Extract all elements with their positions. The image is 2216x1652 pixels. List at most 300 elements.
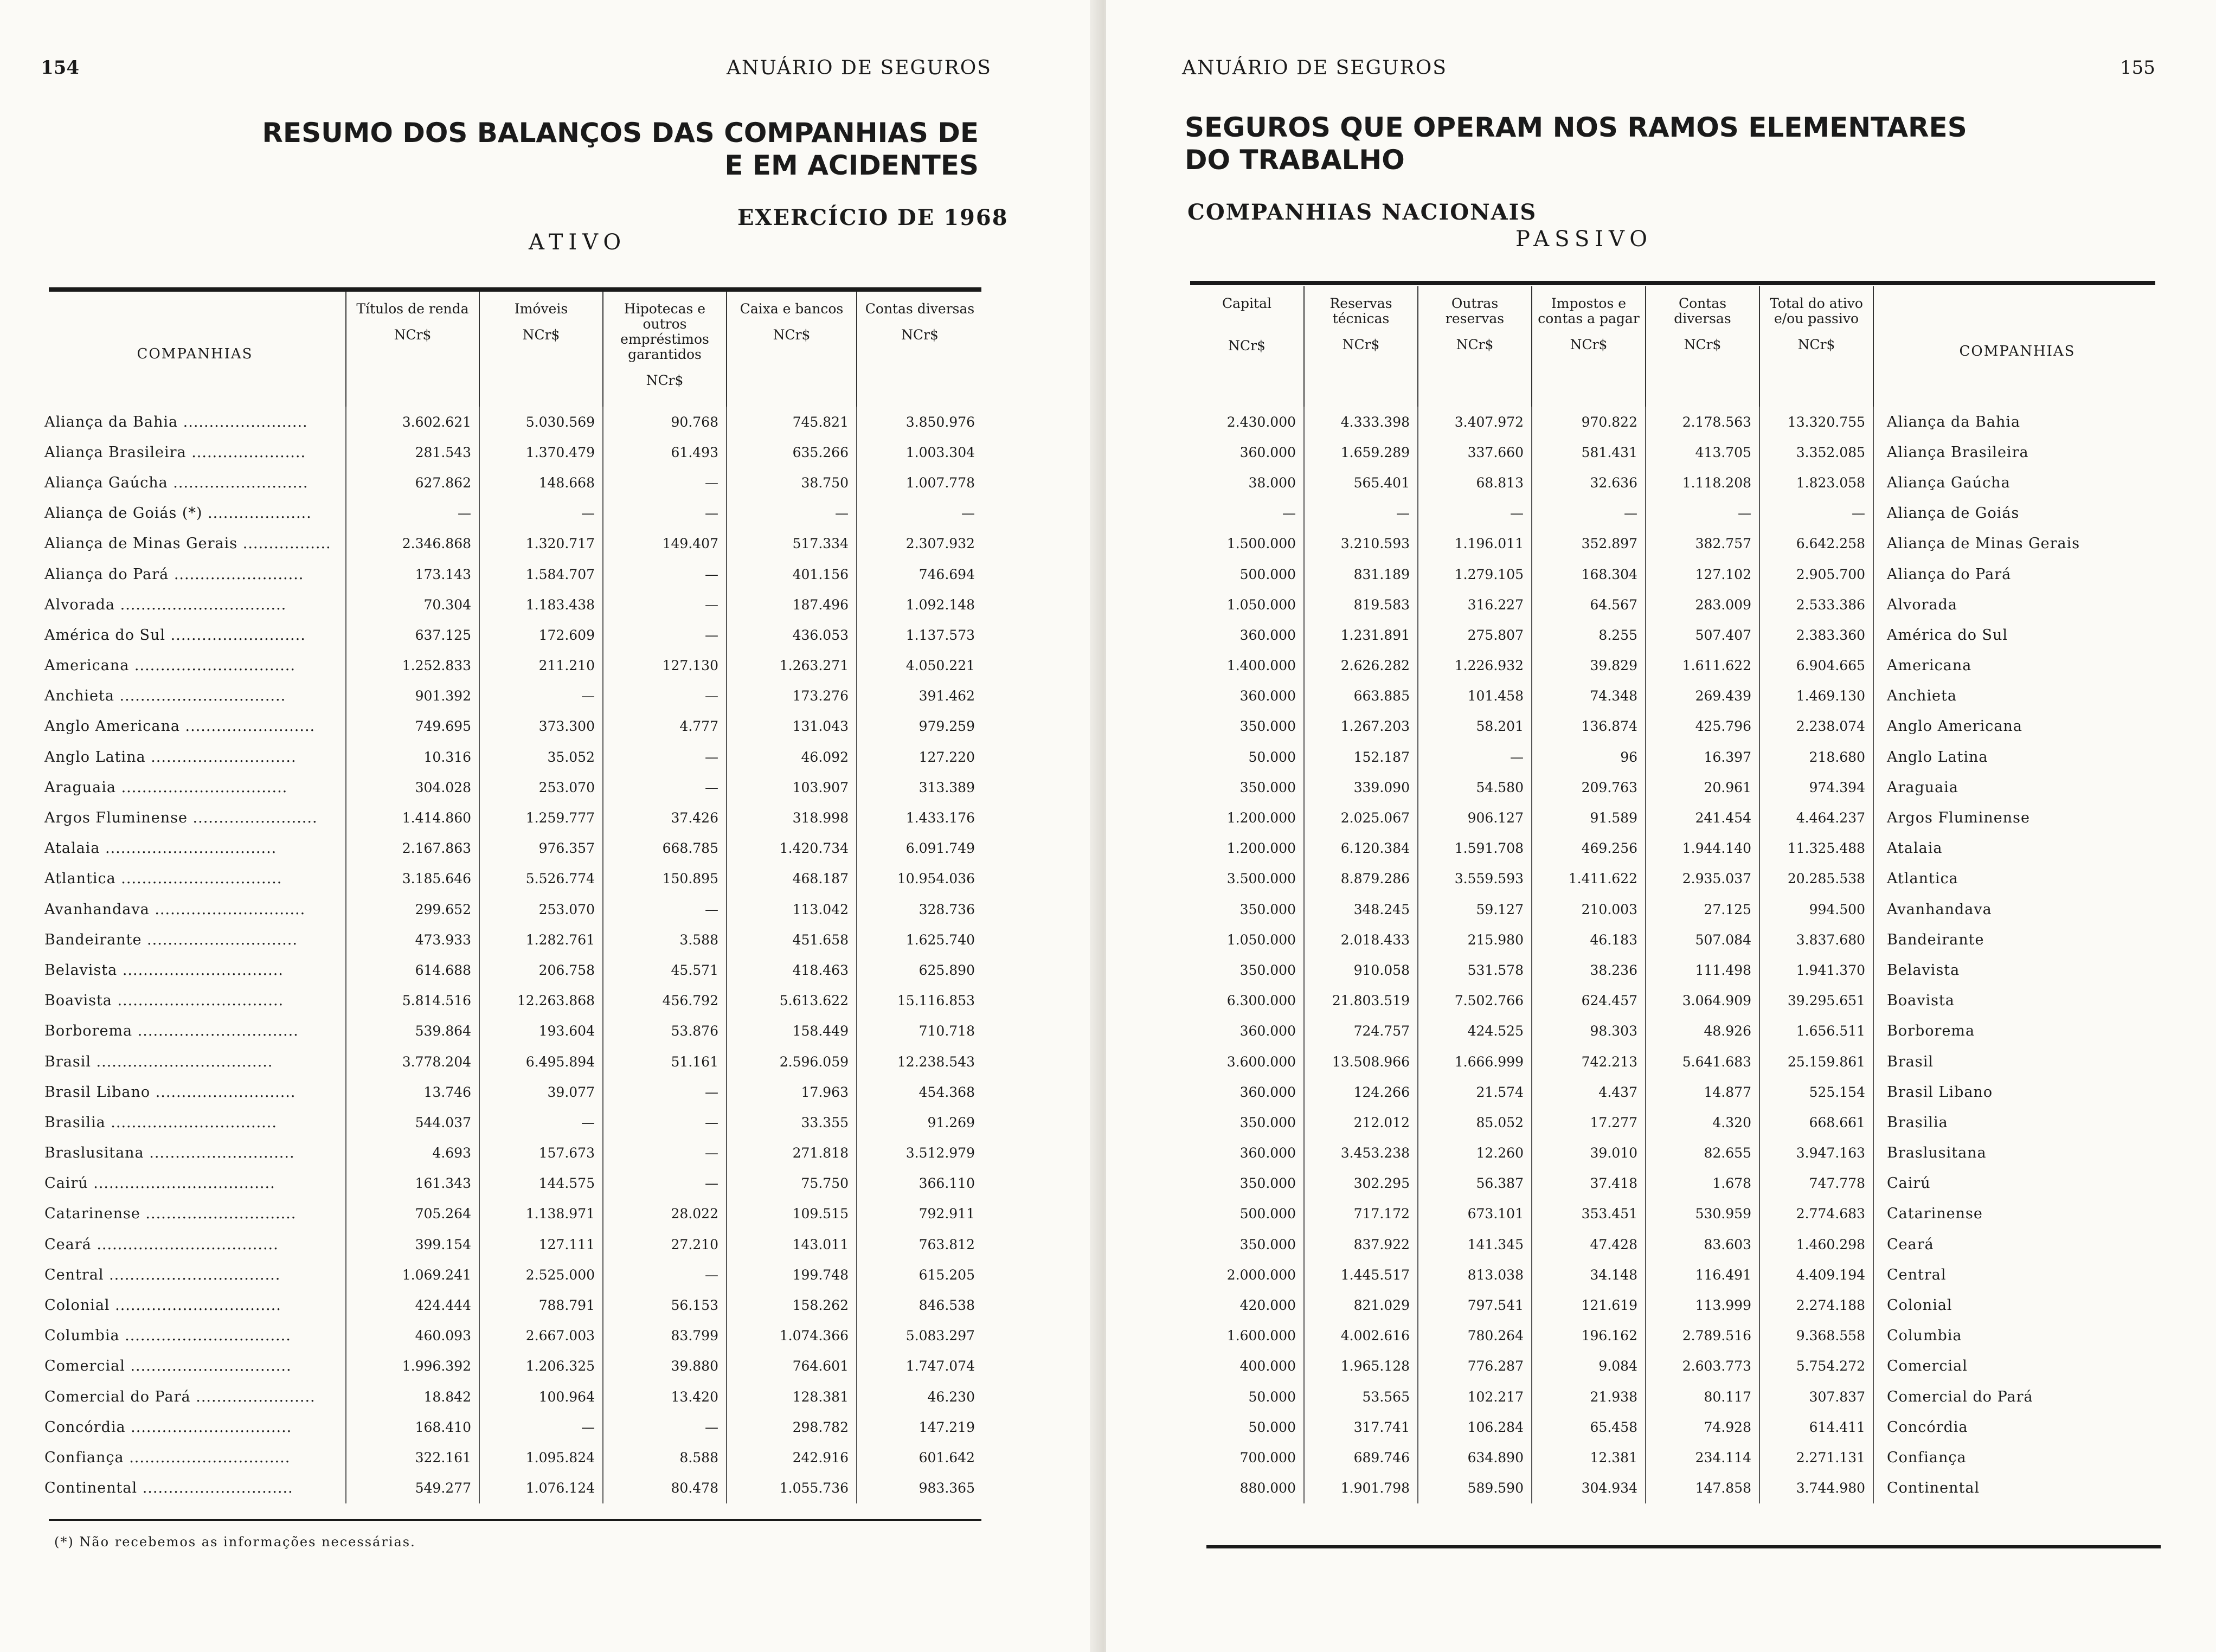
table-row [1190, 1290, 2161, 1320]
value-cell: — [479, 498, 603, 529]
value-cell: 360.000 [1239, 688, 1296, 704]
table-row [44, 1442, 982, 1473]
table-row [44, 833, 982, 864]
value-cell: 625.890 [857, 955, 982, 985]
value-cell: 28.022 [603, 1199, 727, 1229]
value-cell: — [603, 620, 727, 650]
page-title [262, 117, 979, 182]
value-cell: 3.837.680 [1759, 924, 1873, 955]
value-cell: 21.938 [1532, 1381, 1646, 1412]
value-cell: 6.120.384 [1304, 833, 1418, 864]
company-name: Confiança ............................... [44, 1449, 291, 1466]
value-cell: 746.694 [857, 559, 982, 589]
value-cell: 39.880 [603, 1351, 727, 1381]
value-cell: 150.895 [603, 864, 727, 894]
value-cell: 353.451 [1532, 1199, 1646, 1229]
value-cell: 70.304 [346, 589, 479, 620]
value-cell: 5.526.774 [479, 864, 603, 894]
value-cell: 627.862 [346, 467, 479, 498]
value-cell: 17.277 [1532, 1107, 1646, 1137]
company-name: Anchieta ................................ [44, 687, 286, 705]
value-cell: 1.656.511 [1759, 1016, 1873, 1046]
value-cell: 673.101 [1418, 1199, 1532, 1229]
value-cell: 20.285.538 [1759, 864, 1873, 894]
value-cell: 8.588 [603, 1442, 727, 1473]
table-row [1190, 498, 2161, 529]
value-cell: 424.525 [1418, 1016, 1532, 1046]
value-cell: 13.508.966 [1304, 1046, 1418, 1077]
value-cell: 4.409.194 [1759, 1259, 1873, 1290]
ativo-table [44, 292, 982, 1503]
value-cell: 27.210 [603, 1229, 727, 1259]
table-header-row [44, 292, 982, 407]
value-cell: 4.777 [603, 711, 727, 742]
table-row [44, 651, 982, 681]
table-row [44, 559, 982, 589]
value-cell: 906.127 [1418, 802, 1532, 833]
table-row [1190, 1473, 2161, 1503]
value-cell: 2.178.563 [1646, 407, 1759, 437]
company-name: Boavista ................................ [44, 992, 284, 1010]
table-row [44, 467, 982, 498]
value-cell: 5.083.297 [857, 1321, 982, 1351]
value-cell: 5.030.569 [479, 407, 603, 437]
value-cell: 157.673 [479, 1138, 603, 1168]
company-name: Comercial do Pará ....................... [44, 1388, 316, 1405]
table-row [1190, 1412, 2161, 1442]
company-name: Concórdia ............................... [44, 1418, 292, 1436]
company-name: Concórdia [1873, 1412, 2161, 1442]
value-cell: 317.741 [1304, 1412, 1418, 1442]
value-cell: 172.609 [479, 620, 603, 650]
value-cell: 3.500.000 [1226, 871, 1296, 887]
value-cell: 50.000 [1248, 1389, 1296, 1405]
value-cell: 304.028 [346, 772, 479, 802]
value-cell: 91.269 [857, 1107, 982, 1137]
table-row [1190, 802, 2161, 833]
value-cell: 634.890 [1418, 1442, 1532, 1473]
value-cell: 8.255 [1532, 620, 1646, 650]
value-cell: 25.159.861 [1759, 1046, 1873, 1077]
value-cell: 9.368.558 [1759, 1321, 1873, 1351]
value-cell: 360.000 [1239, 444, 1296, 460]
value-cell: 109.515 [727, 1199, 857, 1229]
running-head: ANUÁRIO DE SEGUROS [727, 57, 992, 79]
column-header-titulos: Títulos de renda NCr$ [346, 292, 479, 407]
value-cell: 1.414.860 [346, 802, 479, 833]
value-cell: — [603, 894, 727, 924]
company-name: Argos Fluminense [1873, 802, 2161, 833]
value-cell: 2.774.683 [1759, 1199, 1873, 1229]
value-cell: 724.757 [1304, 1016, 1418, 1046]
value-cell: 1.370.479 [479, 437, 603, 467]
value-cell: 39.010 [1532, 1138, 1646, 1168]
value-cell: 101.458 [1418, 681, 1532, 711]
value-cell: — [603, 681, 727, 711]
value-cell: 80.117 [1646, 1381, 1759, 1412]
value-cell: 37.418 [1532, 1168, 1646, 1199]
table-row [1190, 864, 2161, 894]
table-row [1190, 924, 2161, 955]
table-header-row [1190, 286, 2161, 407]
value-cell: 271.818 [727, 1138, 857, 1168]
value-cell: — [1304, 498, 1418, 529]
value-cell: 763.812 [857, 1229, 982, 1259]
value-cell: 12.260 [1418, 1138, 1532, 1168]
page-number: 154 [41, 57, 79, 79]
value-cell: 565.401 [1304, 467, 1418, 498]
value-cell: 298.782 [727, 1412, 857, 1442]
table-row [44, 1138, 982, 1168]
value-cell: 269.439 [1646, 681, 1759, 711]
value-cell: 635.266 [727, 437, 857, 467]
value-cell: 210.003 [1532, 894, 1646, 924]
value-cell: 970.822 [1532, 407, 1646, 437]
table-row [1190, 986, 2161, 1016]
value-cell: 1.411.622 [1532, 864, 1646, 894]
value-cell: 1.118.208 [1646, 467, 1759, 498]
value-cell: 454.368 [857, 1077, 982, 1107]
company-name: Central ................................. [44, 1266, 281, 1283]
company-name: Brasilia [1873, 1107, 2161, 1137]
value-cell: 68.813 [1418, 467, 1532, 498]
table-row [44, 1168, 982, 1199]
company-name: Aliança Brasileira [1873, 437, 2161, 467]
table-row [44, 1351, 982, 1381]
value-cell: 3.453.238 [1304, 1138, 1418, 1168]
company-name: Cairú ................................... [44, 1175, 275, 1192]
value-cell: — [603, 1412, 727, 1442]
table-row [44, 1229, 982, 1259]
company-name: Atalaia ................................. [44, 840, 277, 857]
value-cell: 45.571 [603, 955, 727, 985]
value-cell: 1.196.011 [1418, 529, 1532, 559]
company-name: Aliança de Minas Gerais ................. [44, 535, 331, 552]
value-cell: 1.252.833 [346, 651, 479, 681]
company-name: Ceará [1873, 1229, 2161, 1259]
left-page [0, 0, 1101, 1652]
value-cell: 1.591.708 [1418, 833, 1532, 864]
value-cell: 544.037 [346, 1107, 479, 1137]
value-cell: 199.748 [727, 1259, 857, 1290]
company-name: Aliança de Goiás (*) .................... [44, 505, 312, 522]
value-cell: 350.000 [1239, 779, 1296, 795]
value-cell: 350.000 [1239, 1236, 1296, 1252]
page-number: 155 [2120, 57, 2155, 79]
value-cell: 1.584.707 [479, 559, 603, 589]
value-cell: 51.161 [603, 1046, 727, 1077]
table-row [44, 772, 982, 802]
company-name: Aliança Gaúcha [1873, 467, 2161, 498]
value-cell: 65.458 [1532, 1412, 1646, 1442]
value-cell: — [603, 772, 727, 802]
value-cell: 91.589 [1532, 802, 1646, 833]
value-cell: 1.050.000 [1226, 596, 1296, 613]
value-cell: 17.963 [727, 1077, 857, 1107]
value-cell: 128.381 [727, 1381, 857, 1412]
value-cell: 668.661 [1759, 1107, 1873, 1137]
table-row [44, 924, 982, 955]
title-line-2: E EM ACIDENTES [724, 150, 979, 181]
value-cell: 1.206.325 [479, 1351, 603, 1381]
value-cell: 2.238.074 [1759, 711, 1873, 742]
value-cell: 56.153 [603, 1290, 727, 1320]
value-cell: 35.052 [479, 742, 603, 772]
value-cell: 158.449 [727, 1016, 857, 1046]
value-cell: 148.668 [479, 467, 603, 498]
company-name: Bandeirante ............................. [44, 931, 298, 948]
value-cell: 3.352.085 [1759, 437, 1873, 467]
value-cell: 780.264 [1418, 1321, 1532, 1351]
company-name: Aliança do Pará [1873, 559, 2161, 589]
value-cell: 1.625.740 [857, 924, 982, 955]
value-cell: — [857, 498, 982, 529]
value-cell: 3.512.979 [857, 1138, 982, 1168]
value-cell: — [727, 498, 857, 529]
value-cell: — [346, 498, 479, 529]
value-cell: 39.077 [479, 1077, 603, 1107]
company-name: Atalaia [1873, 833, 2161, 864]
table-row [1190, 620, 2161, 650]
value-cell: 350.000 [1239, 901, 1296, 917]
column-header-caixa: Caixa e bancos NCr$ [727, 292, 857, 407]
value-cell: 33.355 [727, 1107, 857, 1137]
value-cell: 53.565 [1304, 1381, 1418, 1412]
value-cell: 98.303 [1532, 1016, 1646, 1046]
value-cell: 2.935.037 [1646, 864, 1759, 894]
value-cell: — [603, 498, 727, 529]
value-cell: 149.407 [603, 529, 727, 559]
value-cell: — [603, 1077, 727, 1107]
value-cell: 614.411 [1759, 1412, 1873, 1442]
table-row [1190, 651, 2161, 681]
exercise-label: EXERCÍCIO DE 1968 [737, 205, 1009, 230]
table-row [1190, 589, 2161, 620]
value-cell: 234.114 [1646, 1442, 1759, 1473]
table-row [44, 1077, 982, 1107]
value-cell: 436.053 [727, 620, 857, 650]
value-cell: 127.220 [857, 742, 982, 772]
value-cell: 90.768 [603, 407, 727, 437]
value-cell: 215.980 [1418, 924, 1532, 955]
value-cell: 113.042 [727, 894, 857, 924]
company-name: Brasil .................................. [44, 1053, 273, 1070]
value-cell: — [1646, 498, 1759, 529]
company-name: Anglo Latina [1873, 742, 2161, 772]
value-cell: 589.590 [1418, 1473, 1532, 1503]
value-cell: 3.210.593 [1304, 529, 1418, 559]
value-cell: 54.580 [1418, 772, 1532, 802]
company-name: Columbia ................................ [44, 1327, 291, 1345]
top-rule [49, 287, 981, 292]
value-cell: 788.791 [479, 1290, 603, 1320]
value-cell: 53.876 [603, 1016, 727, 1046]
company-name: Central [1873, 1259, 2161, 1290]
value-cell: 350.000 [1239, 962, 1296, 978]
value-cell: 4.050.221 [857, 651, 982, 681]
table-row [1190, 529, 2161, 559]
value-cell: 530.959 [1646, 1199, 1759, 1229]
value-cell: 6.904.665 [1759, 651, 1873, 681]
table-row [44, 986, 982, 1016]
company-name: Anglo Latina ............................ [44, 748, 297, 766]
value-cell: — [1759, 498, 1873, 529]
value-cell: 12.381 [1532, 1442, 1646, 1473]
value-cell: 80.478 [603, 1473, 727, 1503]
title-line-1: RESUMO DOS BALANÇOS DAS COMPANHIAS DE [262, 117, 979, 149]
column-header-impostos: Impostos e contas a pagar NCr$ [1532, 286, 1646, 407]
value-cell: 253.070 [479, 772, 603, 802]
value-cell: 391.462 [857, 681, 982, 711]
value-cell: 994.500 [1759, 894, 1873, 924]
value-cell: 1.200.000 [1226, 840, 1296, 857]
company-name: Colonial ................................ [44, 1297, 281, 1314]
value-cell: 46.230 [857, 1381, 982, 1412]
table-row [44, 1473, 982, 1503]
company-name: Columbia [1873, 1321, 2161, 1351]
table-row [1190, 437, 2161, 467]
value-cell: 413.705 [1646, 437, 1759, 467]
table-row [44, 711, 982, 742]
value-cell: 2.533.386 [1759, 589, 1873, 620]
value-cell: 1.944.140 [1646, 833, 1759, 864]
value-cell: 32.636 [1532, 467, 1646, 498]
value-cell: 831.189 [1304, 559, 1418, 589]
value-cell: 1.282.761 [479, 924, 603, 955]
value-cell: 13.746 [346, 1077, 479, 1107]
value-cell: 400.000 [1239, 1358, 1296, 1374]
table-row [44, 1016, 982, 1046]
value-cell: 212.012 [1304, 1107, 1418, 1137]
value-cell: 4.333.398 [1304, 407, 1418, 437]
value-cell: 539.864 [346, 1016, 479, 1046]
value-cell: 1.678 [1646, 1168, 1759, 1199]
value-cell: 979.259 [857, 711, 982, 742]
value-cell: 1.200.000 [1226, 810, 1296, 826]
value-cell: 37.426 [603, 802, 727, 833]
value-cell: 5.613.622 [727, 986, 857, 1016]
value-cell: 337.660 [1418, 437, 1532, 467]
value-cell: 1.138.971 [479, 1199, 603, 1229]
value-cell: 425.796 [1646, 711, 1759, 742]
value-cell: 880.000 [1239, 1480, 1296, 1496]
value-cell: 83.799 [603, 1321, 727, 1351]
value-cell: 56.387 [1418, 1168, 1532, 1199]
value-cell: 1.055.736 [727, 1473, 857, 1503]
value-cell: 1.965.128 [1304, 1351, 1418, 1381]
value-cell: 2.626.282 [1304, 651, 1418, 681]
table-row [44, 742, 982, 772]
value-cell: 152.187 [1304, 742, 1418, 772]
section-label: PASSIVO [1515, 227, 1653, 252]
value-cell: 668.785 [603, 833, 727, 864]
company-name: Bandeirante [1873, 924, 2161, 955]
value-cell: 196.162 [1532, 1321, 1646, 1351]
company-name: Aliança da Bahia [1873, 407, 2161, 437]
value-cell: 2.167.863 [346, 833, 479, 864]
table-row [44, 437, 982, 467]
value-cell: 813.038 [1418, 1259, 1532, 1290]
value-cell: 614.688 [346, 955, 479, 985]
right-page [1106, 0, 2216, 1652]
column-header-hipotecas: Hipotecas e outros empréstimos garantidos NCr$ [603, 292, 727, 407]
value-cell: 39.295.651 [1759, 986, 1873, 1016]
value-cell: 38.000 [1248, 474, 1296, 491]
column-header-imoveis: Imóveis NCr$ [479, 292, 603, 407]
value-cell: 143.011 [727, 1229, 857, 1259]
value-cell: 1.901.798 [1304, 1473, 1418, 1503]
value-cell: 96 [1532, 742, 1646, 772]
value-cell: 1.076.124 [479, 1473, 603, 1503]
value-cell: 382.757 [1646, 529, 1759, 559]
company-name: Atlantica [1873, 864, 2161, 894]
value-cell: — [479, 1412, 603, 1442]
table-row [44, 955, 982, 985]
value-cell: 2.274.188 [1759, 1290, 1873, 1320]
value-cell: 2.307.932 [857, 529, 982, 559]
value-cell: 1.092.148 [857, 589, 982, 620]
value-cell: 1.003.304 [857, 437, 982, 467]
value-cell: 102.217 [1418, 1381, 1532, 1412]
table-row [44, 589, 982, 620]
value-cell: 2.346.868 [346, 529, 479, 559]
value-cell: 82.655 [1646, 1138, 1759, 1168]
table-row [44, 1199, 982, 1229]
value-cell: 747.778 [1759, 1168, 1873, 1199]
company-name: Comercial ............................... [44, 1358, 292, 1375]
value-cell: 615.205 [857, 1259, 982, 1290]
value-cell: — [1282, 505, 1296, 522]
group-label: COMPANHIAS NACIONAIS [1187, 200, 1537, 225]
value-cell: 424.444 [346, 1290, 479, 1320]
value-cell: 241.454 [1646, 802, 1759, 833]
company-name: Anglo Americana ......................... [44, 718, 316, 735]
value-cell: 2.525.000 [479, 1259, 603, 1290]
value-cell: — [603, 559, 727, 589]
company-name: Cairú [1873, 1168, 2161, 1199]
value-cell: 46.092 [727, 742, 857, 772]
table-row [1190, 1138, 2161, 1168]
bottom-rule [1206, 1545, 2161, 1548]
value-cell: 1.007.778 [857, 467, 982, 498]
value-cell: 281.543 [346, 437, 479, 467]
value-cell: 3.407.972 [1418, 407, 1532, 437]
value-cell: 717.172 [1304, 1199, 1418, 1229]
company-name: Comercial do Pará [1873, 1381, 2161, 1412]
value-cell: 819.583 [1304, 589, 1418, 620]
value-cell: 61.493 [603, 437, 727, 467]
value-cell: 46.183 [1532, 924, 1646, 955]
value-cell: 316.227 [1418, 589, 1532, 620]
table-row [1190, 955, 2161, 985]
value-cell: 983.365 [857, 1473, 982, 1503]
value-cell: 27.125 [1646, 894, 1759, 924]
value-cell: 350.000 [1239, 1114, 1296, 1130]
value-cell: 59.127 [1418, 894, 1532, 924]
value-cell: 147.858 [1646, 1473, 1759, 1503]
value-cell: 6.300.000 [1226, 993, 1296, 1009]
value-cell: 116.491 [1646, 1259, 1759, 1290]
value-cell: 106.284 [1418, 1412, 1532, 1442]
value-cell: 206.758 [479, 955, 603, 985]
value-cell: 360.000 [1239, 627, 1296, 643]
value-cell: 75.750 [727, 1168, 857, 1199]
value-cell: 700.000 [1239, 1449, 1296, 1465]
value-cell: 144.575 [479, 1168, 603, 1199]
company-name: Belavista [1873, 955, 2161, 985]
value-cell: 218.680 [1759, 742, 1873, 772]
value-cell: — [1418, 498, 1532, 529]
